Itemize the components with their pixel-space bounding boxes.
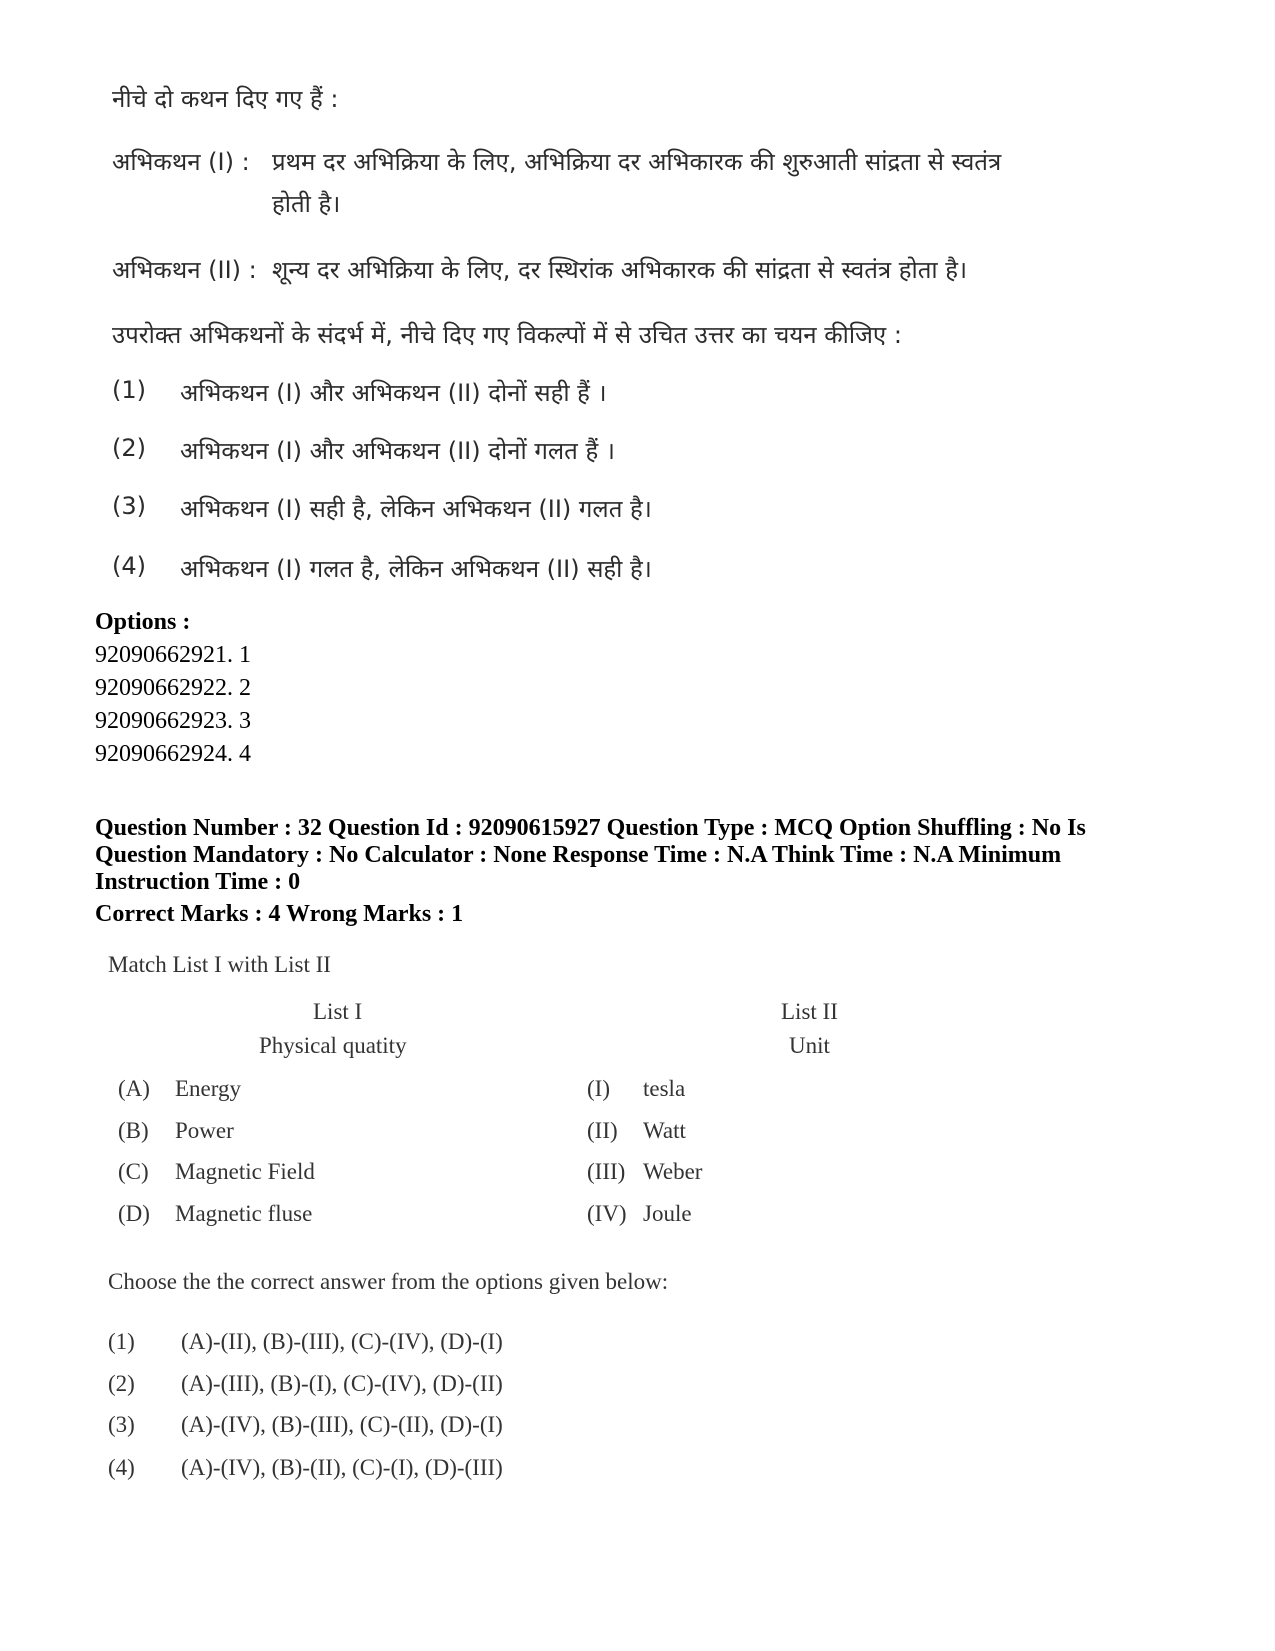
match-row-left-text: Power xyxy=(175,1118,234,1143)
list1-subtitle: Physical quatity xyxy=(259,1033,407,1058)
option-item: 92090662921. 1 xyxy=(95,642,251,668)
option-item: 92090662924. 4 xyxy=(95,741,251,767)
match-row-right-text: tesla xyxy=(643,1076,686,1101)
list2-title: List II xyxy=(781,999,838,1024)
q31-choice-text: अभिकथन (I) और अभिकथन (II) दोनों गलत हैं । xyxy=(180,437,615,465)
q31-statement1-label: अभिकथन (I) : xyxy=(112,148,250,176)
q32-choice-text: (A)-(II), (B)-(III), (C)-(IV), (D)-(I) xyxy=(181,1329,503,1354)
match-row-right-text: Weber xyxy=(643,1159,703,1184)
q32-title: Match List I with List II xyxy=(108,952,331,977)
q31-choice-num: (3) xyxy=(112,492,146,520)
q31-choice-num: (4) xyxy=(112,552,146,580)
list1-title: List I xyxy=(313,999,363,1024)
q31-choice-num: (2) xyxy=(112,434,146,462)
match-row-right-text: Joule xyxy=(643,1201,692,1226)
q32-choice-num: (1) xyxy=(108,1329,135,1354)
q32-instruction: Choose the the correct answer from the options given below: xyxy=(108,1269,669,1294)
q32-choice-num: (2) xyxy=(108,1371,135,1396)
q31-statement1-line2: होती है। xyxy=(272,190,341,218)
q32-choice-num: (4) xyxy=(108,1455,135,1480)
match-row-left-text: Energy xyxy=(175,1076,242,1101)
match-row-left-num: (B) xyxy=(118,1118,149,1143)
q32-meta-line: Instruction Time : 0 xyxy=(95,869,301,895)
q32-choice-num: (3) xyxy=(108,1412,135,1437)
q32-choice-text: (A)-(IV), (B)-(II), (C)-(I), (D)-(III) xyxy=(181,1455,503,1480)
option-item: 92090662923. 3 xyxy=(95,708,251,734)
option-item: 92090662922. 2 xyxy=(95,675,251,701)
q31-choice-num: (1) xyxy=(112,376,146,404)
q32-marks: Correct Marks : 4 Wrong Marks : 1 xyxy=(95,901,464,927)
list2-subtitle: Unit xyxy=(789,1033,830,1058)
match-row-right-num: (III) xyxy=(587,1159,626,1184)
q31-intro: नीचे दो कथन दिए गए हैं : xyxy=(112,85,339,113)
q31-choice-text: अभिकथन (I) और अभिकथन (II) दोनों सही हैं । xyxy=(180,379,607,407)
q31-instruction: उपरोक्त अभिकथनों के संदर्भ में, नीचे दिए गए विकल्पों में से उचित उत्तर का चयन कीजिए : xyxy=(112,321,902,349)
match-row-right-text: Watt xyxy=(643,1118,686,1143)
q32-meta-line: Question Number : 32 Question Id : 92090615927 Question Type : MCQ Option Shuffling : No Is xyxy=(95,815,1086,841)
match-row-right-num: (IV) xyxy=(587,1201,627,1226)
match-row-left-text: Magnetic Field xyxy=(175,1159,315,1184)
match-row-left-num: (A) xyxy=(118,1076,150,1101)
match-row-left-text: Magnetic fluse xyxy=(175,1201,313,1226)
q32-choice-text: (A)-(IV), (B)-(III), (C)-(II), (D)-(I) xyxy=(181,1412,503,1437)
q31-statement2-text: शून्य दर अभिक्रिया के लिए, दर स्थिरांक अभिकारक की सांद्रता से स्वतंत्र होता है। xyxy=(272,256,968,284)
match-row-right-num: (II) xyxy=(587,1118,618,1143)
match-row-right-num: (I) xyxy=(587,1076,610,1101)
options-heading: Options : xyxy=(95,609,191,635)
q32-meta-line: Question Mandatory : No Calculator : None Response Time : N.A Think Time : N.A Minimum xyxy=(95,842,1062,868)
q32-choice-text: (A)-(III), (B)-(I), (C)-(IV), (D)-(II) xyxy=(181,1371,503,1396)
match-row-left-num: (D) xyxy=(118,1201,150,1226)
match-row-left-num: (C) xyxy=(118,1159,149,1184)
q31-statement1-line1: प्रथम दर अभिक्रिया के लिए, अभिक्रिया दर अभिकारक की शुरुआती सांद्रता से स्वतंत्र xyxy=(272,148,1002,176)
q31-choice-text: अभिकथन (I) गलत है, लेकिन अभिकथन (II) सही है। xyxy=(180,555,652,583)
q31-choice-text: अभिकथन (I) सही है, लेकिन अभिकथन (II) गलत है। xyxy=(180,495,652,523)
q31-statement2-label: अभिकथन (II) : xyxy=(112,256,257,284)
